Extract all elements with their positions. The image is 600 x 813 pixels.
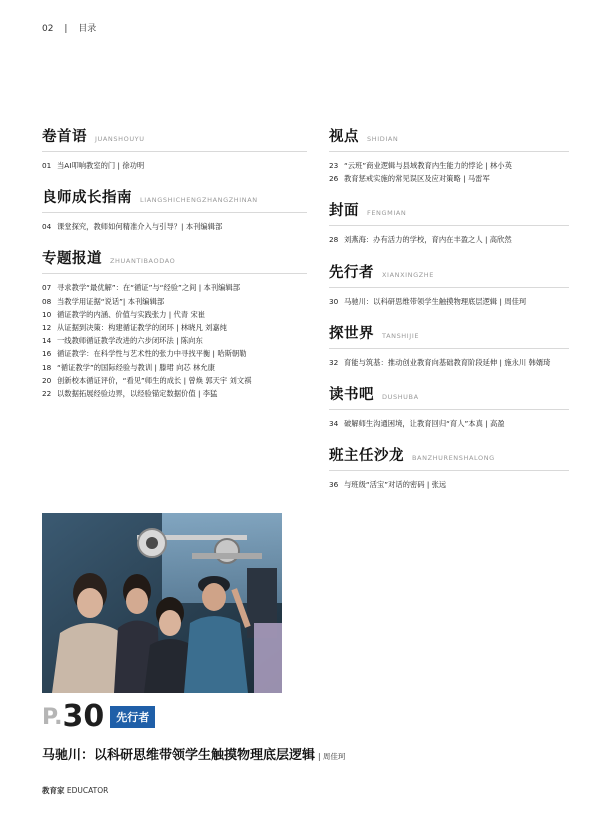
feature-banner bbox=[42, 699, 155, 734]
toc-page: 22 bbox=[42, 389, 52, 399]
toc-page: 08 bbox=[42, 296, 52, 306]
toc-page: 26 bbox=[329, 174, 339, 184]
feature-author: | 周佳珂 bbox=[318, 752, 346, 761]
toc-entry[interactable] bbox=[42, 334, 307, 347]
right-column bbox=[329, 125, 569, 491]
photo-illustration bbox=[42, 513, 282, 693]
section-fengmian bbox=[329, 199, 569, 246]
toc-text: 破解师生沟通困境，让教育回归“育人”本真 | 高盈 bbox=[344, 419, 505, 429]
section-juanshouyu bbox=[42, 125, 307, 172]
toc-page: 36 bbox=[329, 480, 339, 490]
toc-entry[interactable] bbox=[329, 478, 569, 491]
toc-entry[interactable] bbox=[42, 321, 307, 334]
toc-page: 16 bbox=[42, 349, 52, 359]
page-footer bbox=[42, 785, 108, 796]
toc-page: 04 bbox=[42, 222, 52, 232]
section-title: 先行者 bbox=[329, 264, 374, 281]
section-heading bbox=[329, 199, 569, 226]
toc-text: 马驰川：以科研思维带领学生触摸物理底层逻辑 | 周佳珂 bbox=[344, 296, 527, 306]
toc-page: 20 bbox=[42, 375, 52, 385]
toc-text: 与班级“活宝”对话的密码 | 张远 bbox=[344, 480, 447, 490]
section-pinyin: TANSHIJIE bbox=[382, 331, 420, 340]
section-heading bbox=[329, 444, 569, 471]
section-title: 视点 bbox=[329, 129, 359, 145]
feature-column-tag: 先行者 bbox=[110, 706, 155, 728]
section-title: 封面 bbox=[329, 203, 359, 220]
toc-entry[interactable] bbox=[42, 281, 307, 294]
section-title: 探世界 bbox=[329, 325, 374, 342]
toc-text: “云班”商业逻辑与县域教育内生能力的悖论 | 林小英 bbox=[344, 161, 512, 170]
section-pinyin: ZHUANTIBAODAO bbox=[110, 257, 176, 266]
section-dushuba bbox=[329, 383, 569, 430]
toc-entry[interactable] bbox=[329, 172, 569, 185]
section-liangshi bbox=[42, 186, 307, 233]
footer-brand-cn: 教育家 bbox=[42, 786, 65, 795]
toc-text: “循证教学”的国际经验与教训 | 滕珺 向芯 林允康 bbox=[57, 362, 215, 372]
section-heading bbox=[42, 186, 307, 213]
toc-text: 循证教学：在科学性与艺术性的张力中寻找平衡 | 哈斯朝勒 bbox=[57, 349, 247, 359]
toc-entry[interactable] bbox=[329, 295, 569, 308]
toc-text: 循证教学的内涵、价值与实践张力 | 代青 宋崔 bbox=[57, 309, 206, 319]
toc-page: 30 bbox=[329, 296, 339, 306]
section-xianxingzhe bbox=[329, 261, 569, 308]
section-banzhuren bbox=[329, 444, 569, 491]
toc-text: 以数据拓展经验边界，以经验锚定数据价值 | 李猛 bbox=[57, 389, 218, 399]
toc-page: 10 bbox=[42, 309, 52, 319]
page-header bbox=[42, 21, 96, 34]
section-heading bbox=[329, 383, 569, 410]
toc-entry[interactable] bbox=[42, 159, 307, 172]
toc-text: 教育惩戒实施的常见误区及应对策略 | 马雷军 bbox=[344, 174, 490, 184]
toc-page: 18 bbox=[42, 362, 52, 372]
section-pinyin: DUSHUBA bbox=[382, 393, 419, 402]
left-column bbox=[42, 125, 307, 400]
section-title: 专题报道 bbox=[42, 251, 102, 268]
toc-page: 07 bbox=[42, 283, 52, 293]
section-heading bbox=[42, 247, 307, 274]
section-title: 读书吧 bbox=[329, 387, 374, 404]
section-pinyin: JUANSHOUYU bbox=[95, 135, 145, 143]
toc-entry[interactable] bbox=[42, 374, 307, 387]
section-heading bbox=[329, 261, 569, 288]
section-pinyin: SHIDIAN bbox=[367, 135, 399, 143]
toc-entry[interactable] bbox=[329, 159, 569, 172]
toc-entry[interactable] bbox=[329, 233, 569, 246]
section-pinyin: XIANXINGZHE bbox=[382, 270, 434, 279]
toc-text: 从证据到决策：构建循证教学的闭环 | 林晓凡 刘嘉纯 bbox=[57, 323, 227, 333]
section-pinyin: FENGMIAN bbox=[367, 209, 407, 218]
section-pinyin: LIANGSHICHENGZHANGZHINAN bbox=[140, 196, 258, 205]
toc-entry[interactable] bbox=[42, 347, 307, 360]
toc-page: 12 bbox=[42, 323, 52, 333]
section-heading bbox=[42, 125, 307, 152]
toc-entry[interactable] bbox=[42, 308, 307, 321]
footer-brand-en: EDUCATOR bbox=[66, 786, 109, 795]
toc-text: 一线教师循证教学改进的六步闭环法 | 陈向东 bbox=[57, 336, 203, 346]
section-heading bbox=[329, 322, 569, 349]
header-title: 目录 bbox=[78, 24, 97, 34]
section-shidian bbox=[329, 125, 569, 185]
section-heading bbox=[329, 125, 569, 152]
toc-entry[interactable] bbox=[329, 356, 569, 369]
section-zhuanti bbox=[42, 247, 307, 400]
classroom-photo-icon bbox=[42, 513, 282, 693]
toc-text: 刘燕海：办有活力的学校，育内在丰盈之人 | 高欣然 bbox=[344, 235, 512, 245]
toc-entry[interactable] bbox=[329, 417, 569, 430]
section-title: 良师成长指南 bbox=[42, 190, 132, 207]
toc-entry[interactable] bbox=[42, 295, 307, 308]
section-pinyin: BANZHURENSHALONG bbox=[412, 454, 495, 463]
header-separator: | bbox=[64, 24, 68, 34]
toc-entry[interactable] bbox=[42, 361, 307, 374]
toc-text: 创新校本循证评价，“看见”师生的成长 | 曾焕 郭天宇 刘文祺 bbox=[57, 375, 252, 385]
toc-page: 01 bbox=[42, 161, 52, 170]
toc-text: 育能与筑基：推动创业教育向基础教育阶段延伸 | 施永川 韩婿琦 bbox=[344, 357, 551, 367]
toc-text: 当教学用证据“说话”| 本刊编辑部 bbox=[57, 296, 165, 306]
section-title: 卷首语 bbox=[42, 129, 87, 145]
toc-page: 23 bbox=[329, 161, 339, 170]
toc-text: 寻求教学“最优解”：在“循证”与“经验”之间 | 本刊编辑部 bbox=[57, 283, 241, 293]
toc-page: 14 bbox=[42, 336, 52, 346]
toc-entry[interactable] bbox=[42, 387, 307, 400]
page-number: 02 bbox=[42, 24, 54, 34]
section-tanshijie bbox=[329, 322, 569, 369]
toc-page: 34 bbox=[329, 419, 339, 429]
toc-text: 当AI叩响教室的门 | 徐功明 bbox=[57, 161, 145, 170]
feature-headline: 马驰川：以科研思维带领学生触摸物理底层逻辑 bbox=[42, 748, 316, 763]
section-title: 班主任沙龙 bbox=[329, 448, 404, 465]
toc-page: 28 bbox=[329, 235, 339, 245]
toc-entry[interactable] bbox=[42, 220, 307, 233]
feature-title[interactable] bbox=[42, 744, 345, 763]
toc-page: 32 bbox=[329, 357, 339, 367]
feature-page-number: 30 bbox=[62, 699, 105, 734]
toc-text: 课堂探究，教师如何精准介入与引导？| 本刊编辑部 bbox=[57, 222, 223, 232]
feature-page-prefix: P. bbox=[42, 705, 63, 730]
